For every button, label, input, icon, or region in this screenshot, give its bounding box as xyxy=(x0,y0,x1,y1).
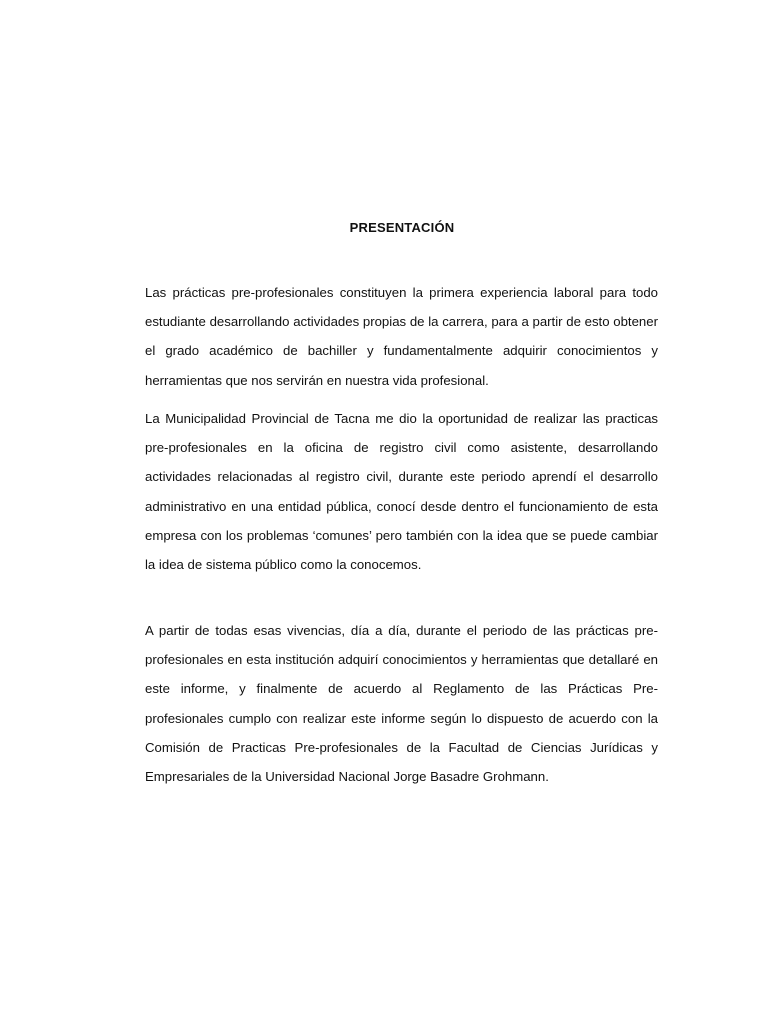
paragraph-2-container xyxy=(145,404,658,579)
paragraph-2: La Municipalidad Provincial de Tacna me dio la oportunidad de realizar las practicas pre-profesionales en la oficina de registro civil como asistente, desarrollando actividades relacionadas al registro civil, durante este periodo aprendí el desarrollo administrativo en una entidad pública, conocí desde dentro el funcionamiento de esta empresa con los problemas ‘comunes’ pero también con la idea que se puede cambiar la idea de sistema público como la conocemos. xyxy=(145,411,658,573)
paragraph-1-container xyxy=(145,278,658,395)
paragraph-3: A partir de todas esas vivencias, día a día, durante el periodo de las prácticas pre-profesionales en esta institución adquirí conocimientos y herramientas que detallaré en este informe, y finalmente de acuerdo al Reglamento de las Prácticas Pre-profesionales cumplo con realizar este informe según lo dispuesto de acuerdo con la Comisión de Practicas Pre-profesionales de la Facultad de Ciencias Jurídicas y Empresariales de la Universidad Nacional Jorge Basadre Grohmann. xyxy=(145,623,658,785)
page-title: PRESENTACIÓN xyxy=(349,220,455,235)
paragraph-3-container xyxy=(145,616,658,791)
paragraph-1: Las prácticas pre-profesionales constituyen la primera experiencia laboral para todo estudiante desarrollando actividades propias de la carrera, para a partir de esto obtener el grado académico de bachiller y fundamentalmente adquirir conocimientos y herramientas que nos servirán en nuestra vida profesional. xyxy=(145,285,658,388)
